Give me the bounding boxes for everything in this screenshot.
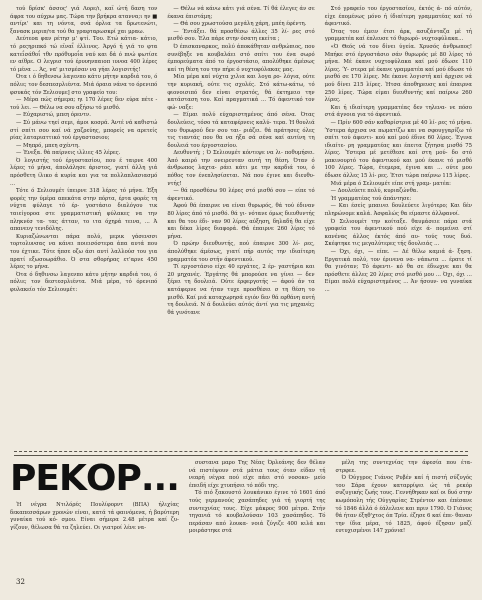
paragraph: — Ένεξα. θά παίρνεις ιλλιες 45 λέρες. <box>16 150 121 157</box>
paragraph: Ή γραμματέας τού άπάντησε: <box>330 195 412 202</box>
paragraph: τού δρίσκ' άσσος' γιά Λορε/ι, καϊ ώτή δαση τον άφρα του αύχρω μας. Τώρα την βρήκρα αταννα;ι ην ■ αντίρι' και τη νόντα, σνά όρλια τα δρωτενώτι, ξανασκ μεριπ/τα τού θα γραφταρωσκρί χαι μραω. <box>10 6 158 35</box>
paragraph: Δευθυντή; ; Ό Σελιουμέτ κόντεψε να λι- ποθυμήσει. Άπό καιρό την ονειρευταν αυτή τη θέση. Όταν ό άνθρωπος λαχτα- ράει κάτι με την καρδιά του, ό πόθος τον ένεπλησίσεται. Νά που έγινε και διευθυ- ντής! <box>167 150 315 187</box>
section-divider-line <box>14 455 468 456</box>
paragraph: μέλη της συντεχνίας την άφεσία που έτα- στρφεε. <box>335 460 473 474</box>
paragraph: Μιά μέρα ό Σελιουμέτ είπε στή γραμ- ματέα: <box>330 180 451 187</box>
paragraph: Στό γραφείο του έργοστασίου, έκτός ά- πό αύτόν, είχε έπομένως μόνο ή ίδιαίτερη γραμματέας καί τό άφεντικό. <box>324 6 472 28</box>
paragraph: — Έντάξει. θά προσθέσω άλλες 35 λί- ρες στό μισθό σου. Έλα πάρε στην όσατη εκείτα ; <box>167 28 315 43</box>
paragraph: — Μηπρό, μπεη σχέντη. <box>16 142 80 149</box>
paragraph: — Δουλεύετε πολύ, κυριαζώνθα. <box>330 188 419 195</box>
paragraph: — θά προσθέσω 90 λέρες στό μισθό σου — είπε τό άφεντικό. <box>167 188 315 202</box>
paragraph: Ό έπισκαναρκος, πολύ άποκάθηταν ανθρώπιος, που συνέβηξε να κουβαλάει στό σπίτι του ένα σωρό έμπορεύματα άπό το έργοστάσιο, απολύθηκε άμέσως καί τη θέση του την πήρε ό νυχτοφύλακας μας. <box>167 43 315 73</box>
article-column-1 <box>10 6 157 436</box>
record-headline: ΡΕΚΟΡ... <box>10 458 179 499</box>
article-body <box>10 6 472 436</box>
paragraph: Τό πιό ξακουστό λουκάνικο έγινε τό 1601 άπό τούς γερμανούς χασάπηδες γιά τή γιορτή της συντεχνίας τους. Είχε μάκρος 900 μέτρα. Στήν τηγανιά τό κουβαλούσαν 103 χασάπηδες. Τό περάσαν από λουκα- νοιά ζύγιζε 400 κιλά και μοιράστηκε στά <box>188 490 326 535</box>
paragraph: — Είμαι πολύ εύχαριστημένος άπό σένα. Ότας δουλεύεις, τόσο τά καταφέρνεις καλύ- τερα. Ή θουλιά του θυρωρού δεν σου ται- ριάζει. θά πράτησες όλες τις τιαντάς που θα να ήξα σά σένα καί αυτίνη τη δουλειά του έργοστασίου. <box>167 112 315 149</box>
paragraph: Ή νέγρα Ντιλόρές Πουλίφορντ (ΒΠΑ) ήλιχίας δεκαπεσσάρων χρονών είναι, κατά τά φαινόμενα, ή βαρύτερη γυναίκα τού κό- σμου. Είναι σήμερα 2.48 μέτρα καί ζυ- γίζουν, θέλωσα θά τα ζηλεύει. Οι γιατροί λένε να- <box>10 502 179 531</box>
page-number: 32 <box>16 578 25 586</box>
paragraph: — Εύχαριστώ, μπεη όρεντν. <box>16 112 91 119</box>
paragraph: Και ή ιδιαίτερη γραμματέας δεν τηλενα- νε πόσο στά άγνοια για τό άφεντικό. <box>324 104 472 119</box>
paragraph: Τότε ό Σελιουμέτ ίπειρνε 318 λέρες τό μήνα. Έξη φορές την ύμέρα απεκάτα στην πόρτα, έρτα φορές τη νύχτα φύλαγε τό έρ- γοστάσιο διαλόγου τικ ταιείγοροα στε γραμματιστική φύλακες να την πληκνέσ τα- τας άτταν, το ιτα όχηρά τεινα, ... Ά απανευγ τενιδόλης. <box>10 188 158 233</box>
paragraph: Ό πρώην διευθυντής, πού έπαιρνε 300 λί- ρες, άπολύθηκε άμέσως, γιατί πήρ αυτός την ιδιαίτερη γραμματέα του στήν άφεντικού. <box>167 241 315 263</box>
article-column-2 <box>167 6 314 436</box>
section-divider <box>14 451 468 452</box>
record-column-3 <box>335 460 472 572</box>
paragraph: Ότα ό δηθινσω λαγενπο κάτυ μήτην καρδιά του, ό πόλιε; τον δεστεσρλιέντα. Μιά μέρα, τό όρενιπό φυλακείο τόν Σελιουμέτ: <box>10 271 158 293</box>
paragraph: «Ό Θεός νά του δίνει ύγεία. Χρυσός άνθρωπος! Μπήκε στό έργοστάσιο σάν θυρωρός μέ 80 λίρες τό μήνα. Μέ έκανε νυχτοφύλακα καί μού έδωσε 110 λίρες. Ύ- στερα μέ έκανε γραμματέα καί μού έδωσε τό μισθό σε 170 λίρες. Με έκανε λογιστή καί άρχισε νά μού δίνει 215 λίρες. Ήτσα άποθηρευσς καί έπαιρνα 250 λίρες. Τώρα είμαι διευθυντής καί παίρνω 260 λίρες. <box>324 43 472 104</box>
paragraph: Ό Σελιουμέτ την κοίταξε. θαυμάσειε πάρα στά γραφεία του άφεντικού πού είχε ά- πομείνει στί κανένας άλλος έκτός άπό αυ- τούς τους δυό. Σκέφτηκε τις μεγαλύτερες τής δουλειάς ... <box>324 218 472 248</box>
paragraph: Ό λογιστής τού έργοστασίου, που έ ταιρνε 400 λέρες τό μήνα, άπολάλησε άριστος, γιατί άλλη γιά πρόσθετη ίλικο ά κυρία και για τα πολλαπλασιασμό ... <box>10 157 158 187</box>
paragraph: Ότα ι ό δηθενσω λαγενπο κάτυ μήτην καρδιά του, ό πόλιε; τον δεσπεσρλιέντα. Μιά όραια νάνα το όρενιπό φσυκάς τόν Ξελιουμε] στο γραφείο του: <box>10 74 158 96</box>
paragraph: Ότας του έμειν έτσι άρκ, ασυζάνταζα μέ τή γραμματέα καί έπλευσε τό θυρωρό- νυχτοφύλακα... <box>324 28 472 43</box>
record-column-1 <box>10 460 179 572</box>
paragraph: — Μέρα πώς σήμερα; ηι 170 λέρες δεν εύρα πέτε - τού λει. — Θέλω να σου αξήσω τό μισθό. <box>10 97 158 111</box>
article-column-3 <box>325 6 472 436</box>
paragraph: συστανα μαρο Της Νέας Όρλεάνης δεν θέλαν νά πιστέψουν στά μάτια τους όταν είδαν τή νεαρή νέγρα πού είχε πάει στό νοσοκο- μείο έπειδή είχε χτυπήσει τό πόδι της. <box>188 460 326 489</box>
paragraph: Κυριαζώνωνται πάρα πολύ, μερικ γάσενσσι τορτολυνσας να κάνει ποιεισόστερα άπα αυτά που του έχτικε. Τότε ήπσε οζω άσι αυτί λαλλούσ του για πρατί εξωσοωράθιο. Ό στα σθορήρας ετ'αρνε 450 λέρες το μήνα. <box>10 233 158 271</box>
paragraph: — Και έσείς μπαινει δουλεύετε λιγότερο; Και δέν πληρώνομε καλά. Άσφαλώς θα είμαστε άλλφανοί. <box>324 203 472 218</box>
paragraph: Δεύτεοα φαν ρέτησ μ' ψτί. Του. Ετώ κάτια- κάτιο, τό ρεςηριπκό τώ εϊναΐ έλλινος. Άργό ή γιά το φτα κατεΐσάθοΐ τθν πρόθυμοΐα ναύ και δά ό πνώ φωτίσε εν αίθρε. Ο λεγρισ τού έρυυηνπαιοπ ιυνοα 400 λέρες τό μένα ... Άς, να' μιτσμέσαν να γήαι λογισιτής! <box>10 36 158 73</box>
paragraph: — Σύ μάνω τηεί σεμι, άμοι κοσρά. Άντέ νά καθιστώ στί σπίτι σου καί νά χαζρεύης, μπορείς να αρετείς ρίας λαταριαττικό τού έργαστασιου; <box>10 119 158 142</box>
paragraph: — Πρίν 600 σάν καθαρίστρια μέ 40 λί- ρες τό μήνα. Ύστερα άρχισα να πωματίζω και να σφουγγαρίζω τό σπίτι τού άφεντι- κού καί μού έδινε 60 λίρες. Έγινα ιδιαίτε- ρη γραμματέας και έπειτα ζήτησα μισθό 75 λίρες. Ύστερα μέ μετέθεσε καί στη μού- δο στό μακινουρτό του άφεντικού και μού έκανε τό μισθό 100 λίρες. Τώρα, έτεμερα, έγινα και ... ούτε μου έδωσε άλλες 15 λί- ρες. Έτσι τώρα παίρνω 115 λίρες. <box>324 119 472 180</box>
paragraph: — Θά σου χρωστούσα μεγάλη χάρη, μπέη έφέντη. <box>173 21 307 28</box>
record-column-2 <box>189 460 326 572</box>
paragraph: — Όχι, όχι, — είπε. — Δέ θέλω καμιά ά- ξηση. Εργατικά πολύ, τον έρινενα να- νάπωτα ... έρατε τί θα γινόταν; Τό άφεντι- κό θα σε έδιωχνε και θα πρόσθετε άλλες 20 λίρες στό μισθό μου ... Όχι, όχι ... Είμαι πολύ εύχαριστημένος ... Άν ήσουν- να γυναίκα ... <box>324 249 472 293</box>
paragraph: Ό Όύγγρος Γιάνος Ρυβέν καί ή πιστή σύζυγός του Σάρα έχουν καταρρίψει ώς τά ρεκόρ συζυγικής ζωής τους. Γεννήθηκαν καί οι δυό στην κωμόπολη τής Ούγγαρίας Στρέντον και έπέσανε τό 1846 άλλά ό έάλελενε και πριν 1790. Ό Γιάνος θά ήταν έξηθ'χτος όπ Τρία. έζησε 6 καί έπε- θαναν την ίδια μέρα, τό 1825, άφού έζησαν μαζί ευτυχισμένοι 147 χρόνια! <box>335 475 473 535</box>
paragraph: Τί εργοστάσιο είχε 40 εργάτες, 2 έρ- γαστήρια και 20 μηχανές. Έργάτης θά μπορούσε να γίνει — δεν ξέρει τη δουλειά. Ούτε έρφεργοτής — άφού άν τα κατάφερνε να ήταν τυχε προσθέσει σ τη θέση το μισθό. Καί μιά καταχωρησά εγιόν δεν θά εφθάνη αυτή τη δουλειά. Ν ά δουλεύει αύτός άντί για τις μηχανές; θά γινότανε <box>167 264 315 316</box>
paragraph: Μία μέρα καί νύχτα χιλια και λογα ρο- λόγια, ούτε την κυριακή, ούτε τις σχολές. Στό κάτω-κάτω, τό φιονοισιπό δεν είναι στρατός, θά έκτημειο την κατάσταση του. Καί πραγματικά ... Τό άφεντικό τον φώ- ναξε: <box>167 74 315 111</box>
paragraph: — Θέλω νά κάνω κάτι γιά σένα. Τί θά έλεγες άν σε έκανα έπιστάμη; <box>167 6 315 20</box>
record-section <box>10 460 472 572</box>
paragraph: Άφού θά έπαιρνε να είναι θυρωρός, θά τού έδιναν 80 λίρες άπό τό μισθό. θά γι- νότανε όμως διευθυντής και θα του έδι- ναν 90 λίρες αύξηση, δηλαδή θα είχε και δέκα λίρες διαφορά. Θά έπαιρνε 260 λίρες τό μήνα. <box>167 203 315 240</box>
